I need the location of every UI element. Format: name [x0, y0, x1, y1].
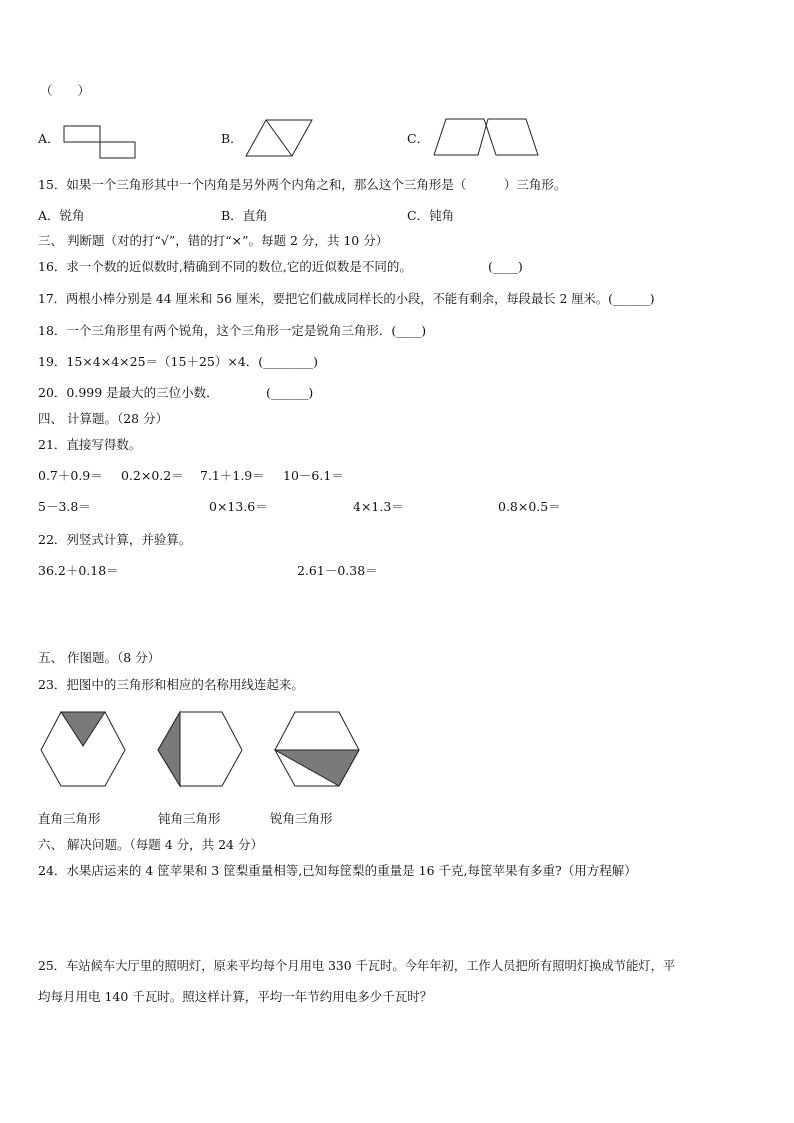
q21-r1-c3: 7.1＋1.9＝	[200, 468, 265, 483]
q22-item-1: 36.2＋0.18＝	[38, 563, 119, 578]
shaded-triangle-2	[158, 712, 180, 786]
q25-line1: 25．车站候车大厅里的照明灯，原来平均每个月用电 330 千瓦时。今年年初，工作人员把所有照明灯换成节能灯，平	[38, 959, 676, 973]
q19-text: 19．15×4×4×25＝（15＋25）×4．(________)	[38, 354, 319, 369]
hexagon-figure-1	[39, 710, 129, 790]
section3-title: 三、 判断题（对的打“√”，错的打“×”。每题 2 分，共 10 分）	[38, 233, 389, 248]
q21-r2-c4: 0.8×0.5＝	[498, 499, 561, 514]
q22-text: 22．列竖式计算，并验算。	[38, 532, 192, 547]
hexagon-figure-3	[273, 710, 363, 790]
q17-text: 17．两根小棒分别是 44 厘米和 56 厘米，要把它们截成同样长的小段，不能有剩余，每段最长 2 厘米。(______)	[38, 292, 655, 306]
q14-option-b-figure	[244, 118, 320, 160]
q14-blank: （ ）	[40, 83, 91, 98]
q24-text: 24．水果店运来的 4 筐苹果和 3 筐梨重量相等,已知每筐梨的重量是 16 千克,每筐苹果有多重?（用方程解）	[38, 863, 637, 878]
q21-r1-c2: 0.2×0.2＝	[121, 468, 184, 483]
q21-r2-c2: 0×13.6＝	[209, 499, 268, 514]
q21-r1-c1: 0.7＋0.9＝	[38, 468, 103, 483]
q23-label-obtuse-triangle: 钝角三角形	[158, 811, 221, 826]
q15-text: 15．如果一个三角形其中一个内角是另外两个内角之和，那么这个三角形是（ ）三角形。	[38, 177, 567, 192]
hexagon-figure-2	[156, 710, 246, 790]
q20-blank: (______)	[266, 385, 314, 400]
q23-label-right-triangle: 直角三角形	[38, 811, 101, 826]
q25-line2: 均每月用电 140 千瓦时。照这样计算，平均一年节约用电多少千瓦时？	[38, 989, 433, 1004]
q14-option-c-label: C．	[407, 131, 430, 146]
q21-text: 21．直接写得数。	[38, 437, 142, 452]
q22-item-2: 2.61－0.38＝	[297, 563, 378, 578]
q15-option-c: C．钝角	[407, 208, 455, 223]
q16-text: 16．求一个数的近似数时,精确到不同的数位,它的近似数是不同的。	[38, 259, 412, 274]
q16-blank: (____)	[488, 259, 523, 274]
q18-text: 18．一个三角形里有两个锐角，这个三角形一定是锐角三角形．(____)	[38, 323, 427, 338]
section4-title: 四、 计算题。（28 分）	[38, 411, 169, 426]
q21-r1-c4: 10－6.1＝	[283, 468, 344, 483]
q15-option-a: A．锐角	[38, 208, 85, 223]
q14-option-a-label: A．	[38, 131, 60, 146]
q23-text: 23．把图中的三角形和相应的名称用线连起来。	[38, 677, 304, 692]
section5-title: 五、 作图题。（8 分）	[38, 650, 161, 665]
q20-text: 20．0.999 是最大的三位小数．	[38, 385, 219, 400]
q21-r2-c1: 5－3.8＝	[38, 499, 91, 514]
q14-option-b-label: B．	[221, 131, 243, 146]
q21-r2-c3: 4×1.3＝	[353, 499, 404, 514]
q14-option-c-figure	[432, 117, 542, 159]
q23-label-acute-triangle: 锐角三角形	[270, 811, 333, 826]
section6-title: 六、 解决问题。（每题 4 分，共 24 分）	[38, 837, 263, 852]
q14-option-a-figure	[62, 124, 142, 160]
q15-option-b: B．直角	[221, 208, 268, 223]
